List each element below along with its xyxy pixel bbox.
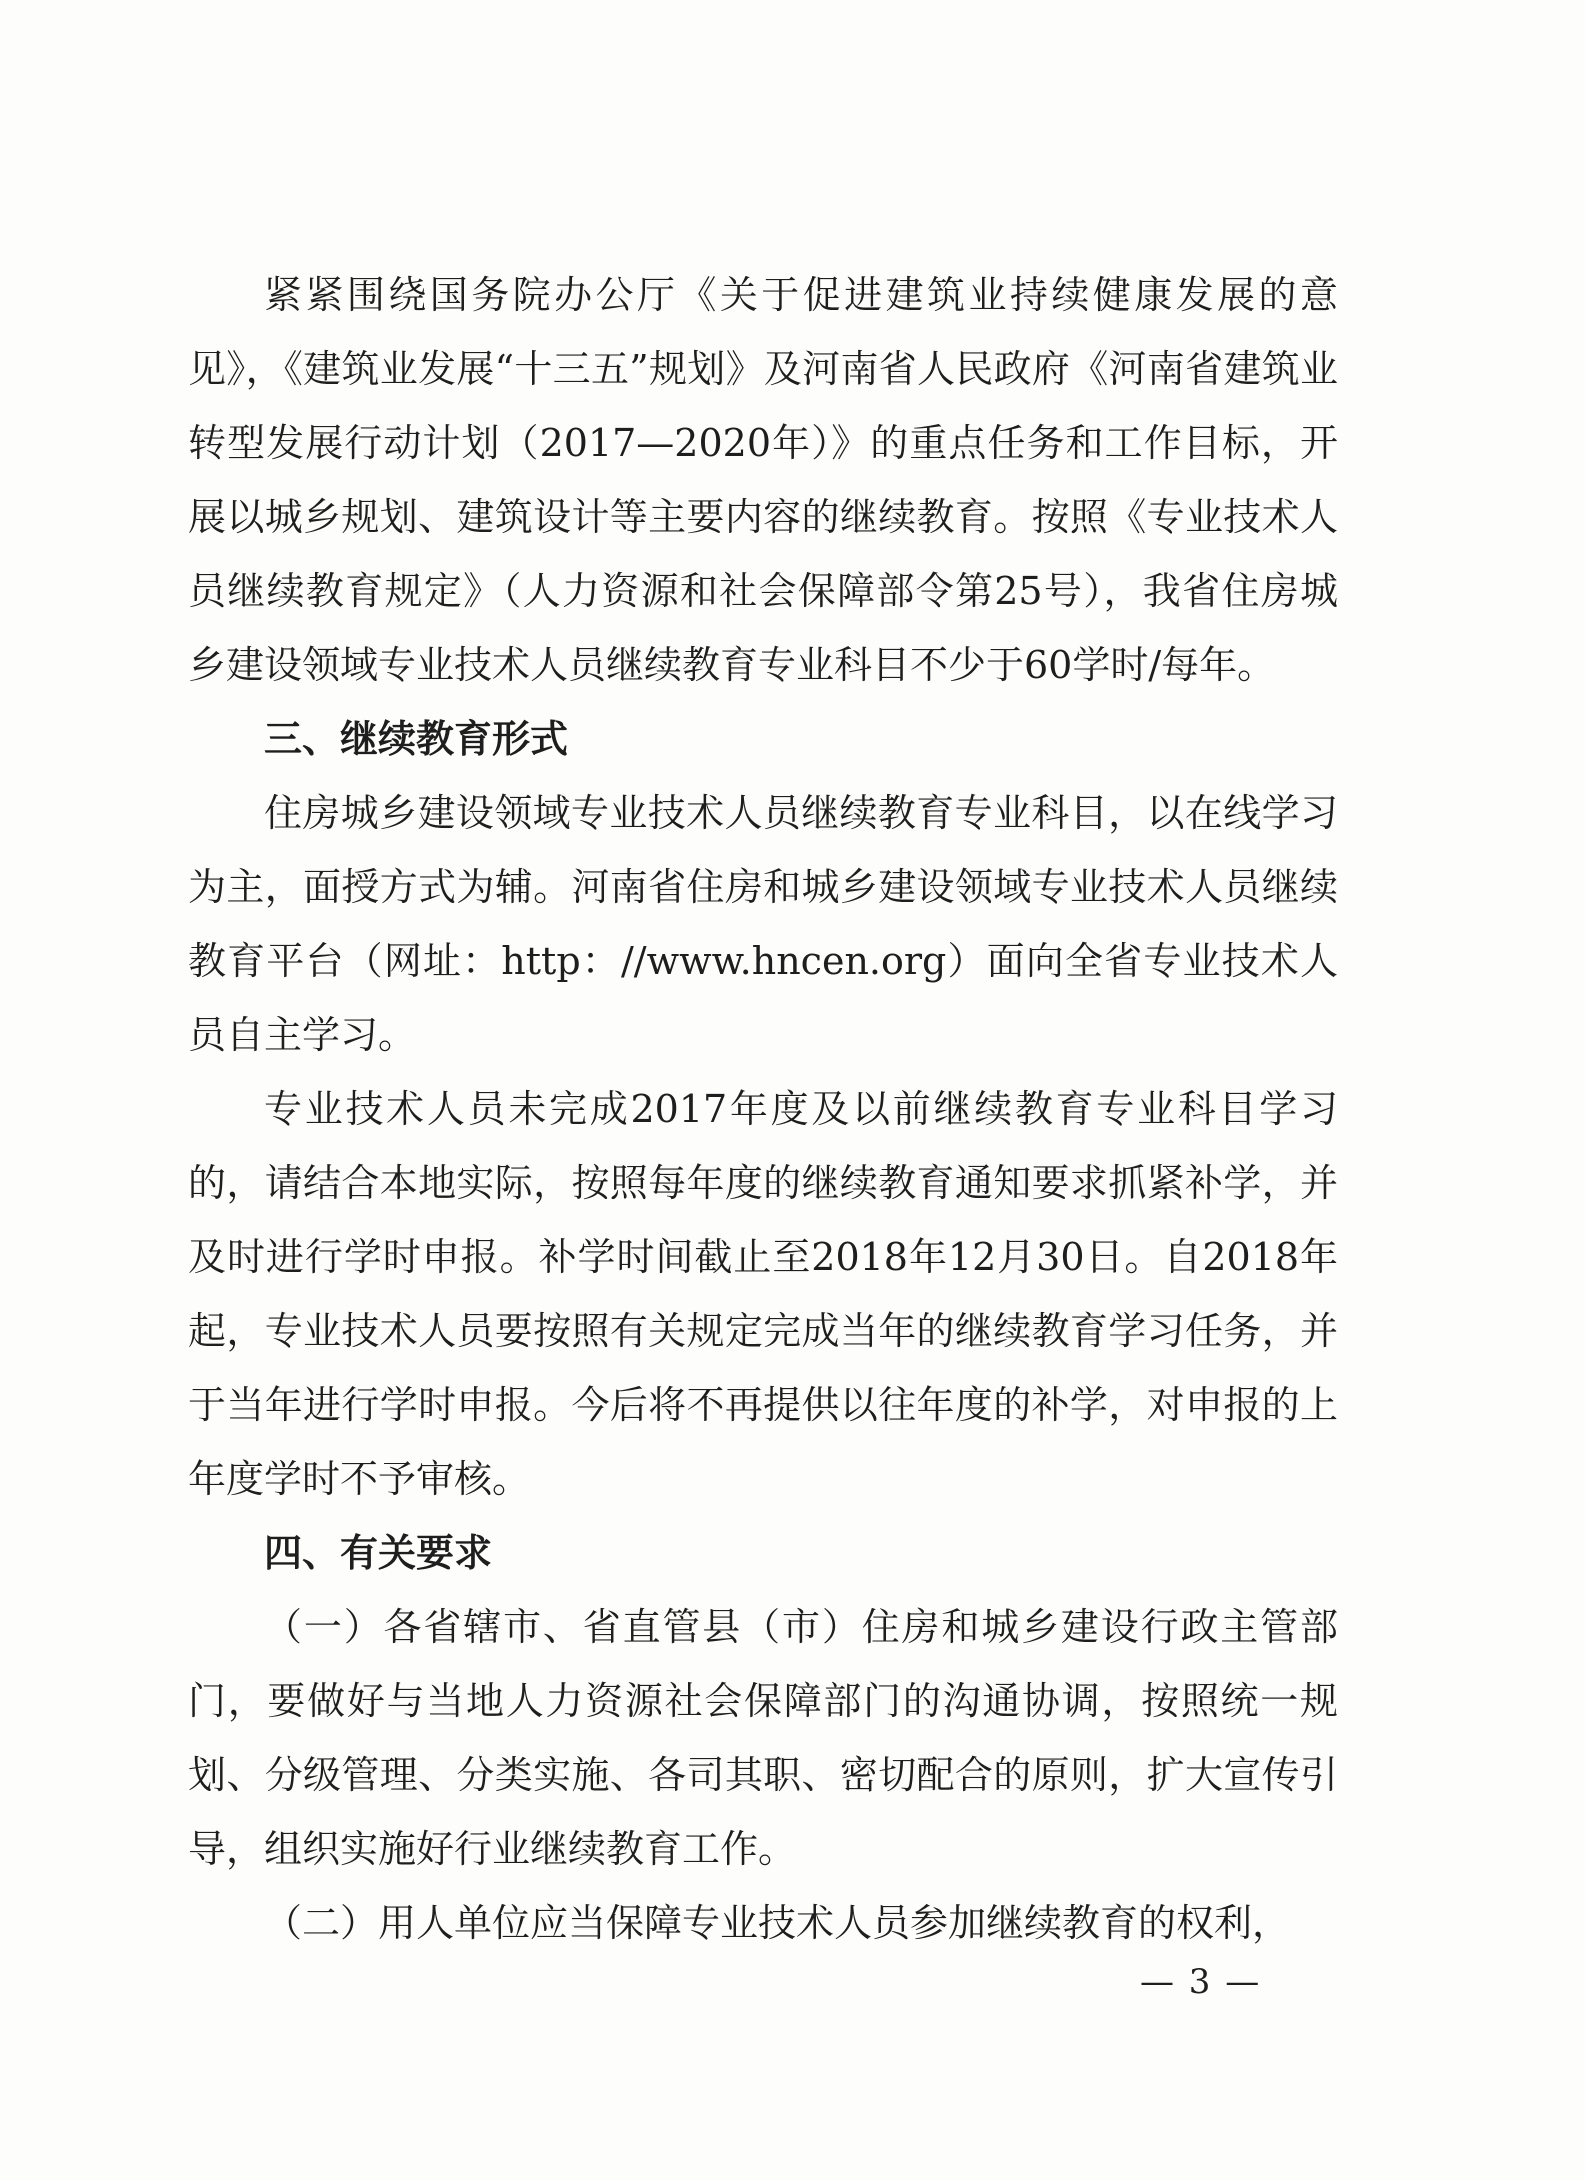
paragraph-online-learning: 住房城乡建设领域专业技术人员继续教育专业科目，以在线学习为主，面授方式为辅。河南省住房和城乡建设领域专业技术人员继续教育平台（网址：http：//www.hncen.org）面向全省专业技术人员自主学习。 xyxy=(188,791,1338,1057)
section-heading-education-form: 三、继续教育形式 xyxy=(264,717,569,761)
paragraph-requirement-2: （二）用人单位应当保障专业技术人员参加继续教育的权利， xyxy=(264,1901,1291,1945)
document-body xyxy=(188,258,1338,1960)
paragraph-requirement-1: （一）各省辖市、省直管县（市）住房和城乡建设行政主管部门，要做好与当地人力资源社会保障部门的沟通协调，按照统一规划、分级管理、分类实施、各司其职、密切配合的原则，扩大宣传引导，组织实施好行业继续教育工作。 xyxy=(188,1605,1338,1871)
paragraph-makeup-learning: 专业技术人员未完成2017年度及以前继续教育专业科目学习的，请结合本地实际，按照每年度的继续教育通知要求抓紧补学，并及时进行学时申报。补学时间截止至2018年12月30日。自2018年起，专业技术人员要按照有关规定完成当年的继续教育学习任务，并于当年进行学时申报。今后将不再提供以往年度的补学，对申报的上年度学时不予审核。 xyxy=(188,1087,1338,1501)
paragraph-policy-basis: 紧紧围绕国务院办公厅《关于促进建筑业持续健康发展的意见》，《建筑业发展“十三五”规划》及河南省人民政府《河南省建筑业转型发展行动计划（2017—2020年）》的重点任务和工作目标，开展以城乡规划、建筑设计等主要内容的继续教育。按照《专业技术人员继续教育规定》（人力资源和社会保障部令第25号），我省住房城乡建设领域专业技术人员继续教育专业科目不少于60学时/每年。 xyxy=(188,273,1338,687)
page-number: — 3 — xyxy=(1140,1962,1262,2002)
section-heading-requirements: 四、有关要求 xyxy=(264,1531,493,1575)
